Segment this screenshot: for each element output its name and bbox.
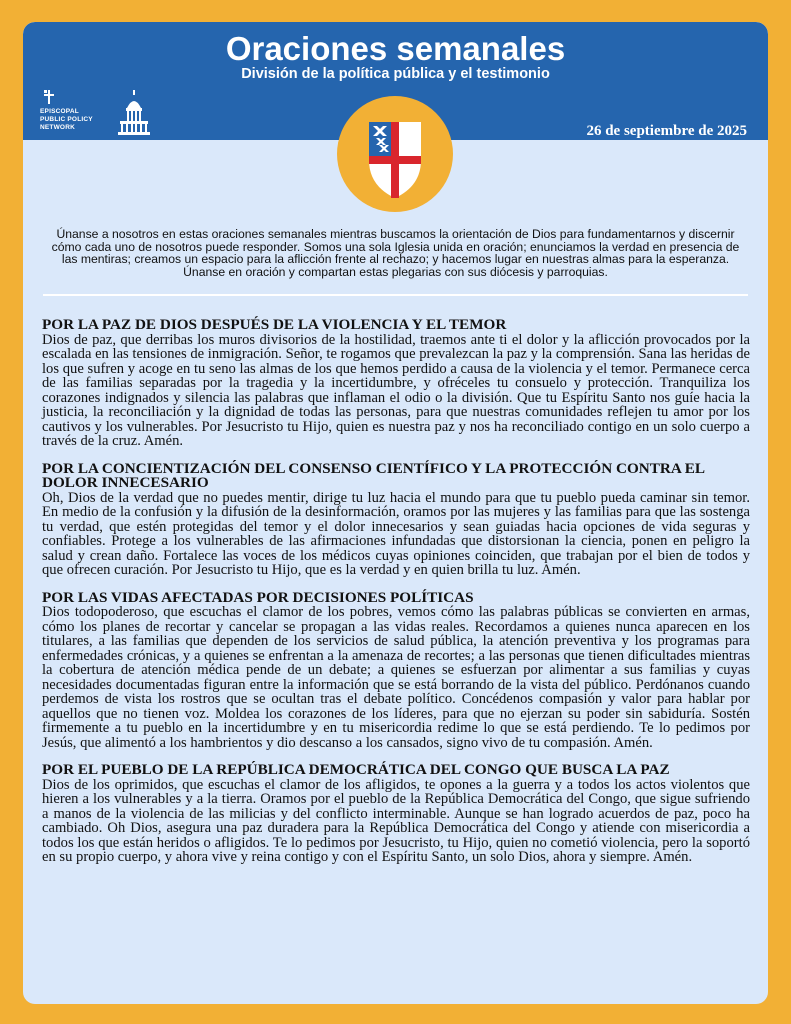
org-line: EPISCOPAL bbox=[40, 108, 79, 115]
prayer-heading: POR LA PAZ DE DIOS DESPUÉS DE LA VIOLENCIA Y EL TEMOR bbox=[42, 316, 507, 333]
episcopal-shield-icon bbox=[335, 94, 455, 214]
prayer-heading: POR EL PUEBLO DE LA REPÚBLICA DEMOCRÁTICA DEL CONGO QUE BUSCA LA PAZ bbox=[42, 761, 670, 778]
org-logo bbox=[40, 90, 150, 136]
prayer-body: Dios todopoderoso, que escuchas el clamor de los pobres, vemos cómo las palabras públicas se convierten en armas, cómo los planes de recortar y cancelar se propagan a las vidas reales. Recordamos a quienes nunca aparecen en los titulares, a las familias que dependen de los servicios de salud pública, la atención preventiva y los programas para enfermedades crónicas, y a quienes se enfrentan a la amenaza de recortes; a las personas que tienen dificultades mientras la cobertura de atención médica pende de un debate; a quienes se esfuerzan por alimentar a sus familias y cuyas necesidades documentadas figuran entre la información que se está borrando de la vista del público. Perdónanos cuando perdemos de vista los rostros que se ocultan tras el debate político. Concédenos compasión y valor para hablar por aquellos que no tienen voz. Moldea los corazones de los líderes, para que no ejerzan su poder sin sabiduría. Sostén firmemente a tu pueblo en la incertidumbre y en tu misericordia redime lo que se está perdiendo. Te lo pedimos por Jesús, que alimentó a los hambrientos y dio descanso a los cansados, signo vivo de tu compasión. Amén. bbox=[42, 604, 750, 751]
intro-paragraph: Únanse a nosotros en estas oraciones semanales mientras buscamos la orientación de Dios para fundamentarnos y discernir cómo cada uno de nosotros puede responder. Somos una sola Iglesia unida en oración; enunciamos la verdad en presencia de las mentiras; creamos un espacio para la aflicción frente al rechazo; y hacemos lugar en nuestras almas para la esperanza. Únanse en oración y compartan estas plegarias con sus diócesis y parroquias. bbox=[51, 227, 740, 279]
prayer-section bbox=[42, 459, 750, 578]
page-title: Oraciones semanales bbox=[225, 30, 566, 67]
prayer-body: Oh, Dios de la verdad que no puedes mentir, dirige tu luz hacia el mundo para que tu pueblo pueda caminar sin temor. En medio de la confusión y la difusión de la desinformación, oramos por las mujeres y las familias para que las sostenga tu verdad, que estén protegidas del temor y el dolor innecesarios y sean guiadas hacia opciones de vida seguras y confiables. Protege a los vulnerables de las afirmaciones infundadas que distorsionan la ciencia, ponen en peligro la salud y crean daño. Fortalece las voces de los médicos cuyas opiniones coinciden, que trabajan por el bien de todos y que ofrecen curación. Por Jesucristo tu Hijo, que es la verdad y en quien brilla tu luz. Amén. bbox=[42, 489, 750, 578]
date-label: 26 de septiembre de 2025 bbox=[586, 123, 747, 139]
org-line: NETWORK bbox=[40, 124, 75, 131]
prayer-section bbox=[42, 588, 750, 751]
org-line: PUBLIC POLICY bbox=[40, 116, 93, 123]
page-subtitle: División de la política pública y el testimonio bbox=[241, 66, 550, 82]
prayer-body: Dios de paz, que derribas los muros divisorios de la hostilidad, traemos ante ti el dolor y la aflicción provocados por la escalada en las tensiones de inmigración. Señor, te rogamos que prevalezcan la paz y la comprensión. Sana las heridas de los que sufren y acoge en tu seno las almas de los que hemos perdido a causa de la violencia y el temor. Permanece cerca de las familias separadas por la tragedia y la incertidumbre, y ofréceles tu consuelo y protección. Tranquiliza los corazones indignados y silencia las palabras que inflaman el odio o la división. Que tu Espíritu Santo nos guíe hacia la justicia, la reconciliación y la dignidad de todas las personas, para que nuestras comunidades reflejen tu amor por los cautivos y los vulnerables. Por Jesucristo tu Hijo, quien es nuestra paz y nos ha reconciliado contigo en un solo cuerpo a través de la cruz. Amén. bbox=[42, 331, 750, 449]
prayer-section bbox=[42, 318, 750, 449]
prayer-list bbox=[42, 318, 750, 878]
divider bbox=[43, 294, 748, 296]
prayer-heading: POR LA CONCIENTIZACIÓN DEL CONSENSO CIENTÍFICO Y LA PROTECCIÓN CONTRA EL DOLOR INNECESARIO bbox=[42, 459, 705, 491]
prayer-section bbox=[42, 763, 750, 865]
cross-icon bbox=[44, 90, 54, 104]
prayer-card bbox=[23, 22, 768, 1004]
prayer-body: Dios de los oprimidos, que escuchas el clamor de los afligidos, te opones a la guerra y a todos los actos violentos que hieren a los vulnerables y a la tierra. Oramos por el pueblo de la República Democrática del Congo, que sigue sufriendo a manos de la violencia de las milicias y del conflicto interminable. Aunque se han logrado acuerdos de paz, poco ha cambiado. Oh Dios, asegura una paz duradera para la República Democrática del Congo y atiende con misericordia a todos los que están heridos o afligidos. Te lo pedimos por Jesucristo, tu Hijo, quien no cometió violencia, pero la soportó en su propio cuerpo, y ahora vive y reina contigo y con el Espíritu Santo, un solo Dios, ahora y siempre. Amén. bbox=[42, 776, 750, 865]
capitol-icon bbox=[118, 90, 150, 136]
org-name bbox=[40, 108, 93, 132]
prayer-heading: POR LAS VIDAS AFECTADAS POR DECISIONES POLÍTICAS bbox=[42, 588, 474, 606]
